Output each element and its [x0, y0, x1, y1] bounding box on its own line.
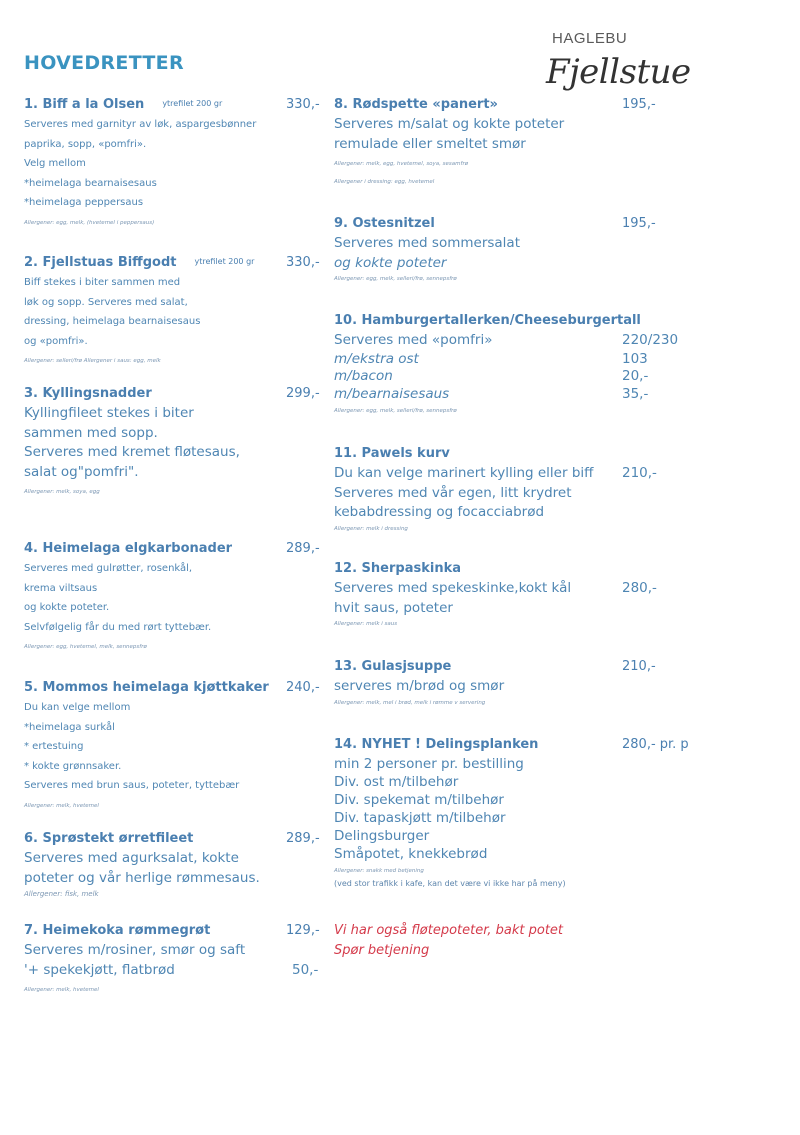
dish-price: 299,- [286, 386, 320, 401]
dish-line: sammen med sopp. [24, 424, 158, 441]
dish-line: Delingsburger [334, 828, 430, 844]
allergen-info: Allergener: egg, hvetemel, melk, sennepsfrø [24, 644, 147, 650]
dish-price: 330,- [286, 255, 320, 270]
dish-price: 280,- [622, 580, 657, 596]
dish-line: Småpotet, knekkebrød [334, 846, 488, 862]
dish-line-text: '+ spekekjøtt, flatbrød [24, 961, 175, 978]
dish-line: og kokte poteter. [24, 602, 110, 613]
dish-line: Serveres med garnityr av løk, aspargesbønner [24, 119, 257, 130]
menu-item-4 [24, 541, 324, 653]
allergen-info: Allergener: melk, soya, egg [24, 489, 100, 495]
dish-price: 129,- [286, 923, 320, 938]
menu-item-9 [334, 216, 694, 285]
dish-line: *heimelaga surkål [24, 721, 115, 733]
dish-line: Biff stekes i biter sammen med [24, 277, 181, 288]
dish-title [334, 561, 694, 579]
dish-name: 10. Hamburgertallerken/Cheeseburgertall [334, 313, 641, 328]
dish-line: salat og"pomfri". [24, 463, 139, 480]
dish-line: paprika, sopp, «pomfri». [24, 138, 147, 150]
dish-line: løk og sopp. Serveres med salat, [24, 296, 188, 308]
dish-note: ytrefilet 200 gr [162, 99, 223, 108]
dish-name: 5. Mommos heimelaga kjøttkaker [24, 680, 269, 695]
dish-title [334, 97, 694, 115]
dish-price: 330,- [286, 97, 320, 112]
dish-note: ytrefilet 200 gr [194, 257, 255, 266]
dish-title [24, 923, 324, 941]
dish-price: 210,- [622, 465, 657, 481]
dish-price: 289,- [286, 541, 320, 556]
dish-price: 280,- pr. p [622, 737, 689, 752]
dish-title [334, 737, 694, 755]
dish-line: * kokte grønnsaker. [24, 760, 122, 772]
dish-line: *heimelaga bearnaisesaus [24, 177, 157, 189]
dish-name: 11. Pawels kurv [334, 446, 450, 461]
menu-item-2 [24, 255, 324, 367]
option-line [334, 351, 694, 369]
dish-name: 7. Heimekoka rømmegrøt [24, 923, 211, 938]
allergen-info: Allergener: snakk med betjening [334, 868, 424, 874]
menu-item-10 [334, 313, 694, 417]
dish-extra-price: 50,- [292, 961, 319, 978]
dish-line: Serveres med gulrøtter, rosenkål, [24, 563, 193, 574]
extra-info [334, 921, 694, 961]
dish-name: 8. Rødspette «panert» [334, 97, 498, 112]
menu-item-8 [334, 97, 694, 188]
dish-line: Serveres med agurksalat, kokte [24, 850, 239, 866]
allergen-info: Allergener: egg, melk, selleri/frø, sennepsfrø [334, 276, 457, 282]
option-price: 20,- [622, 368, 649, 384]
dish-name: 6. Sprøstekt ørretfileet [24, 831, 194, 846]
dish-title [24, 386, 324, 404]
menu-item-1 [24, 97, 324, 229]
dish-name: 12. Sherpaskinka [334, 561, 461, 576]
dish-line [334, 579, 694, 599]
brand-name: HAGLEBU [552, 30, 628, 47]
allergen-info: Allergener: selleri/frø Allergener i saus: egg, melk [24, 358, 161, 364]
dish-line: Div. tapaskjøtt m/tilbehør [334, 810, 506, 826]
page-title: HOVEDRETTER [24, 52, 184, 74]
dish-line: dressing, heimelaga bearnaisesaus [24, 316, 201, 327]
dish-line-text: Du kan velge marinert kylling eller biff [334, 465, 594, 481]
dish-line: og kokte poteter [334, 254, 447, 271]
dish-price: 289,- [286, 831, 320, 846]
dish-line: Velg mellom [24, 158, 86, 169]
menu-item-6 [24, 831, 324, 900]
menu-item-12 [334, 561, 694, 630]
dish-line: og «pomfri». [24, 335, 88, 347]
dish-name: 14. NYHET ! Delingsplanken [334, 737, 539, 752]
allergen-info: Allergener: melk i saus [334, 621, 398, 627]
allergen-info: Allergener: melk, egg, hvetemel, soya, sesamfrø [334, 161, 469, 167]
extra-info-line: Spør betjening [334, 943, 430, 958]
dish-line: serveres m/brød og smør [334, 678, 505, 694]
menu-item-5 [24, 680, 324, 812]
dish-line: Kyllingfileet stekes i biter [24, 405, 194, 421]
dish-title [334, 659, 694, 677]
dish-line: Serveres med vår egen, litt krydret [334, 484, 572, 501]
menu-item-11 [334, 446, 694, 535]
dish-title [24, 680, 324, 698]
dish-name: 9. Ostesnitzel [334, 216, 435, 231]
allergen-info: Allergener: egg, melk, selleri/frø, sennepsfrø [334, 408, 457, 414]
dish-line: Serveres med kremet fløtesaus, [24, 444, 240, 460]
dish-title [334, 216, 694, 234]
option-price: 35,- [622, 385, 649, 402]
dish-line: remulade eller smeltet smør [334, 135, 526, 152]
dish-price: 195,- [622, 216, 656, 231]
dish-title [24, 255, 324, 273]
option-label: m/bearnaisesaus [334, 385, 450, 402]
dish-name: 2. Fjellstuas Biffgodt [24, 255, 177, 270]
dish-line: *heimelaga peppersaus [24, 197, 144, 208]
dish-line: Serveres m/rosiner, smør og saft [24, 942, 246, 958]
dish-title [24, 541, 324, 559]
dish-line-text: Serveres med spekeskinke,kokt kål [334, 580, 572, 596]
dish-name: 1. Biff a la Olsen [24, 97, 145, 112]
menu-item-7 [24, 923, 324, 996]
dish-line: * ertestuing [24, 741, 84, 752]
menu-item-14 [334, 737, 694, 891]
dish-line: hvit saus, poteter [334, 599, 453, 616]
allergen-info: Allergener: fisk, melk [24, 890, 99, 898]
dish-line: Div. spekemat m/tilbehør [334, 792, 504, 808]
allergen-info: Allergener: melk i dressing [334, 525, 408, 532]
dish-line-text: Serveres med «pomfri» [334, 332, 493, 348]
extra-info-line: Vi har også fløtepoteter, bakt potet [334, 923, 564, 938]
dish-name: 13. Gulasjsuppe [334, 659, 452, 674]
menu-item-3 [24, 386, 324, 498]
dish-line [334, 331, 694, 351]
dish-line: Du kan velge mellom [24, 702, 131, 713]
allergen-info: Allergener: melk, hvetemel [24, 987, 99, 993]
option-label: m/ekstra ost [334, 350, 419, 367]
dish-line: Selvfølgelig får du med rørt tyttebær. [24, 621, 212, 633]
dish-price: 220/230 [622, 332, 679, 348]
brand-script: Fjellstue [546, 52, 691, 92]
dish-name: 4. Heimelaga elgkarbonader [24, 541, 233, 556]
dish-line: Div. ost m/tilbehør [334, 774, 459, 790]
dish-title [334, 446, 694, 464]
dish-line: min 2 personer pr. bestilling [334, 756, 524, 772]
dish-line [334, 464, 694, 484]
dish-line: kebabdressing og focacciabrød [334, 504, 545, 520]
option-line [334, 368, 694, 386]
dish-title [334, 313, 694, 331]
dish-line: Serveres med brun saus, poteter, tyttebær [24, 780, 240, 791]
menu-item-13 [334, 659, 694, 709]
dish-line: krema viltsaus [24, 582, 98, 594]
dish-title [24, 831, 324, 849]
option-line [334, 386, 694, 404]
dish-price: 195,- [622, 97, 656, 112]
dish-line [24, 961, 324, 981]
allergen-info-dressing: Allergener i dressing: egg, hvetemel [334, 179, 435, 185]
dish-line: Serveres med sommersalat [334, 235, 520, 251]
allergen-info: Allergener: melk, mel i brød, melk i rømme v servering [334, 699, 486, 706]
dish-title [24, 97, 324, 115]
option-label: m/bacon [334, 368, 393, 384]
option-price: 103 [622, 350, 648, 367]
dish-line: Serveres m/salat og kokte poteter [334, 116, 565, 132]
dish-name: 3. Kyllingsnadder [24, 386, 152, 401]
availability-note: (ved stor trafikk i kafe, kan det være vi ikke har på meny) [334, 879, 566, 888]
allergen-info: Allergener: melk, hvetemel [24, 802, 99, 809]
allergen-info: Allergener: egg, melk, (hvetemel i peppersaus) [24, 219, 155, 226]
dish-price: 210,- [622, 659, 656, 674]
dish-line: poteter og vår herlige rømmesaus. [24, 869, 260, 886]
dish-price: 240,- [286, 680, 320, 695]
